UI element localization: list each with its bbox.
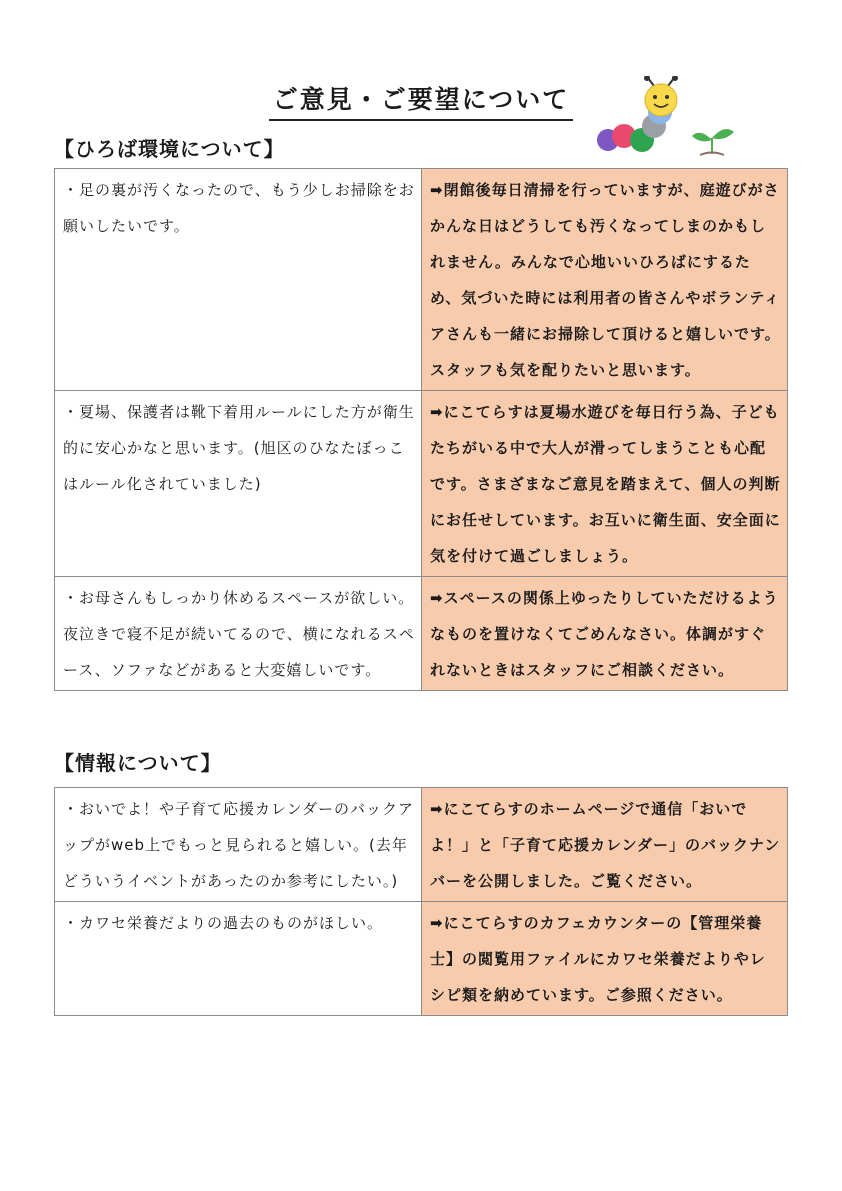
qa-table-information: [54, 787, 788, 1016]
sprout-illustration: [692, 129, 734, 155]
answer-cell: ➡閉館後毎日清掃を行っていますが、庭遊びがさかんな日はどうしても汚くなってしまのかもしれません。みんなで心地いいひろばにするため、気づいた時には利用者の皆さんやボランティアさんも一緒にお掃除して頂けると嬉しいです。スタッフも気を配りたいと思います。: [422, 169, 788, 391]
section-heading-information: 【情報について】: [54, 751, 222, 775]
question-cell: ・足の裏が汚くなったので、もう少しお掃除をお願いしたいです。: [55, 169, 422, 391]
table-row: [55, 391, 788, 577]
answer-cell: ➡にこてらすは夏場水遊びを毎日行う為、子どもたちがいる中で大人が滑ってしまうことも心配です。さまざまなご意見を踏まえて、個人の判断にお任せしています。お互いに衛生面、安全面に気を付けて過ごしましょう。: [422, 391, 788, 577]
question-cell: ・お母さんもしっかり休めるスペースが欲しい。夜泣きで寝不足が続いてるので、横になれるスペース、ソファなどがあると大変嬉しいです。: [55, 577, 422, 691]
table-row: [55, 788, 788, 902]
qa-table-environment: [54, 168, 788, 691]
table-row: [55, 577, 788, 691]
question-cell: ・夏場、保護者は靴下着用ルールにした方が衛生的に安心かなと思います。(旭区のひなたぼっこはルール化されていました): [55, 391, 422, 577]
section-heading-environment: 【ひろば環境について】: [54, 137, 285, 161]
question-cell: ・おいでよ！や子育て応援カレンダーのバックアップがweb上でもっと見られると嬉しい。(去年どういうイベントがあったのか参考にしたい。): [55, 788, 422, 902]
caterpillar-face: [645, 84, 677, 116]
answer-cell: ➡スペースの関係上ゆったりしていただけるようなものを置けなくてごめんなさい。体調がすぐれないときはスタッフにご相談ください。: [422, 577, 788, 691]
page-title-text: ご意見・ご要望について: [269, 85, 574, 121]
table-row: [55, 902, 788, 1016]
question-cell: ・カワセ栄養だよりの過去のものがほしい。: [55, 902, 422, 1016]
answer-cell: ➡にこてらすのカフェカウンターの【管理栄養士】の閲覧用ファイルにカワセ栄養だよりやレシピ類を納めています。ご参照ください。: [422, 902, 788, 1016]
caterpillar-illustration: [592, 76, 752, 166]
answer-cell: ➡にこてらすのホームページで通信「おいでよ！」と「子育て応援カレンダー」のバックナンバーを公開しました。ご覧ください。: [422, 788, 788, 902]
table-row: [55, 169, 788, 391]
